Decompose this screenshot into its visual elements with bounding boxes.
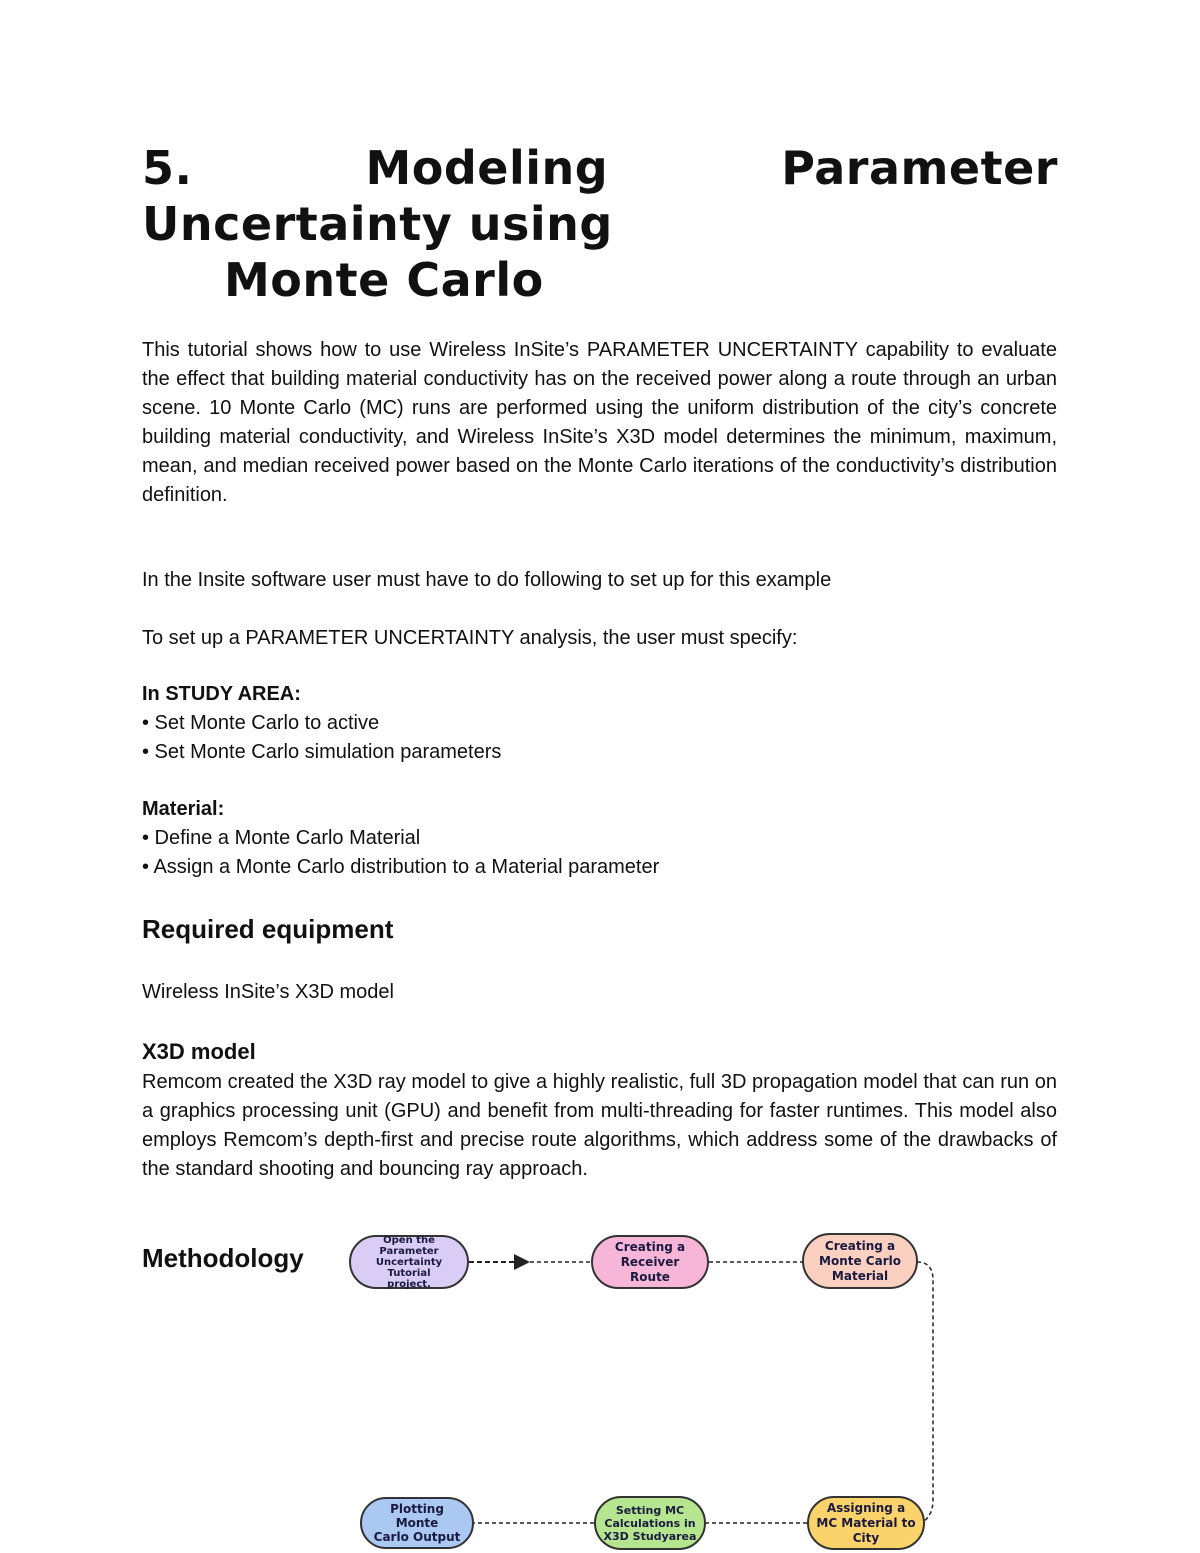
step-text: Carlo Output (373, 1530, 461, 1544)
title-number: 5. (142, 141, 193, 195)
step-text: X3D Studyarea (603, 1529, 697, 1543)
step-text: MC Material to (816, 1515, 916, 1530)
step-text: Receiver Route (620, 1254, 680, 1284)
required-equipment-heading: Required equipment (142, 914, 394, 944)
step-text: Creating a (824, 1238, 896, 1253)
title-line-3: Monte Carlo (224, 253, 544, 307)
required-equipment-text: Wireless InSite’s X3D model (142, 981, 394, 1003)
page-title (142, 140, 1058, 308)
material-item: • Define a Monte Carlo Material (142, 827, 421, 849)
step-text: Setting MC (615, 1503, 685, 1517)
x3d-model-heading: X3D model (142, 1039, 256, 1064)
material-heading: Material: (142, 798, 225, 820)
step-text: Uncertainty Tutorial (375, 1256, 443, 1279)
flow-step-mc-calculations (594, 1496, 706, 1550)
intro-paragraph: This tutorial shows how to use Wireless InSite’s PARAMETER UNCERTAINTY capability to evaluate the effect that building material conductivity has on the received power along a route through an urban scene. 10 Monte Carlo (MC) runs are performed using the uniform distribution of the city’s concrete building material conductivity, and Wireless InSite’s X3D model determines the minimum, maximum, mean, and median received power based on the Monte Carlo iterations of the conductivity’s distribution definition. (142, 339, 1057, 506)
study-area-item: • Set Monte Carlo to active (142, 712, 380, 734)
flow-step-monte-carlo-material (802, 1233, 918, 1289)
connector-3-4 (917, 1262, 933, 1525)
step-text: Open the Parameter (379, 1234, 439, 1257)
step-text: Material (831, 1268, 889, 1283)
specify-line: To set up a PARAMETER UNCERTAINTY analysis, the user must specify: (142, 627, 798, 649)
setup-line: In the Insite software user must have to do following to set up for this example (142, 569, 832, 591)
flow-step-plotting-output (360, 1497, 474, 1549)
flow-step-open-project (349, 1235, 469, 1289)
step-text: Calculations in (604, 1516, 696, 1530)
title-line-1 (142, 140, 1058, 196)
x3d-model-paragraph: Remcom created the X3D ray model to give a highly realistic, full 3D propagation model that can run on a graphics processing unit (GPU) and benefit from multi-threading for faster runtimes. This model also employs Remcom’s depth-first and precise route algorithms, which address some of the drawbacks of the standard shooting and bouncing ray approach. (142, 1071, 1057, 1180)
step-text: Creating a (614, 1239, 686, 1254)
flow-step-receiver-route (591, 1235, 709, 1289)
title-word-2: Parameter (781, 141, 1058, 195)
step-text: Plotting Monte (390, 1502, 444, 1530)
title-line-2: Uncertainty using (142, 197, 613, 251)
title-word-1: Modeling (365, 141, 609, 195)
study-area-item: • Set Monte Carlo simulation parameters (142, 741, 502, 763)
step-text: Assigning a (826, 1500, 906, 1515)
flow-step-assign-material (807, 1496, 925, 1550)
step-text: City (852, 1530, 880, 1545)
methodology-heading: Methodology (142, 1243, 304, 1273)
step-text: Monte Carlo (819, 1253, 901, 1268)
step-text: project. (387, 1278, 431, 1290)
study-area-heading: In STUDY AREA: (142, 683, 301, 705)
material-item: • Assign a Monte Carlo distribution to a Material parameter (142, 856, 660, 878)
